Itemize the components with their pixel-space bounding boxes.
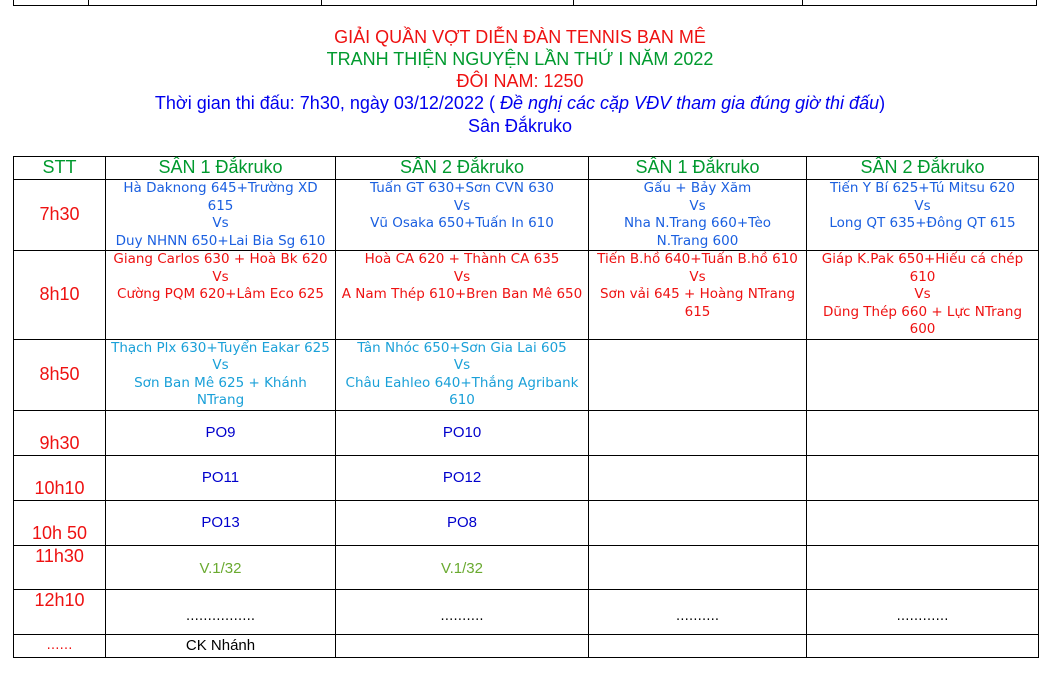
time-cell: 11h30 bbox=[14, 545, 106, 589]
match-line: Vs bbox=[914, 286, 931, 302]
match-cell bbox=[807, 180, 1039, 251]
match-line: Giáp K.Pak 650+Hiếu cá chép bbox=[821, 251, 1024, 267]
empty-cell bbox=[589, 410, 807, 455]
match-line: Long QT 635+Đông QT 615 bbox=[829, 215, 1016, 231]
match-cell bbox=[336, 180, 589, 251]
table-row bbox=[14, 455, 1039, 500]
empty-cell bbox=[589, 455, 807, 500]
table-row bbox=[14, 251, 1039, 340]
match-line: Tuấn GT 630+Sơn CVN 630 bbox=[370, 180, 554, 196]
category-title: ĐÔI NAM: 1250 bbox=[456, 71, 584, 91]
match-line: Nha N.Trang 660+Tèo bbox=[623, 215, 772, 231]
match-line: 615 bbox=[684, 303, 711, 320]
match-line: Tân Nhóc 650+Sơn Gia Lai 605 bbox=[357, 339, 567, 356]
schedule-note-italic: Đề nghị các cặp VĐV tham gia đúng giờ thi đấu bbox=[499, 93, 880, 113]
match-line: Vs bbox=[914, 197, 931, 214]
match-line: Giang Carlos 630 + Hoà Bk 620 bbox=[113, 251, 328, 267]
match-line: Sơn Ban Mê 625 + Khánh bbox=[134, 374, 307, 391]
empty-cell bbox=[336, 634, 589, 657]
match-line: A Nam Thép 610+Bren Ban Mê 650 bbox=[341, 286, 583, 302]
match-line: 610 bbox=[909, 268, 936, 285]
match-cell bbox=[336, 339, 589, 410]
empty-cell bbox=[807, 634, 1039, 657]
empty-cell bbox=[807, 500, 1039, 545]
match-line: Tiến Y Bí 625+Tú Mitsu 620 bbox=[829, 180, 1016, 196]
table-row bbox=[14, 180, 1039, 251]
match-cell: PO11 bbox=[106, 455, 336, 500]
placeholder-cell: ……………. bbox=[106, 589, 336, 634]
match-line: Gấu + Bảy Xăm bbox=[643, 180, 752, 196]
header-court-3: SÂN 1 Đắkruko bbox=[589, 157, 807, 180]
table-row bbox=[14, 500, 1039, 545]
schedule-note-close: ) bbox=[879, 93, 886, 113]
match-line: Thạch Plx 630+Tuyển Eakar 625 bbox=[111, 339, 330, 356]
match-cell: V.1/32 bbox=[106, 545, 336, 589]
tournament-subtitle: TRANH THIỆN NGUYỆN LẦN THỨ I NĂM 2022 bbox=[326, 49, 714, 69]
match-cell bbox=[106, 180, 336, 251]
table-row bbox=[14, 589, 1039, 634]
match-line: Tiến B.hồ 640+Tuấn B.hồ 610 bbox=[597, 251, 798, 267]
table-row bbox=[14, 339, 1039, 410]
placeholder-cell: ………… bbox=[807, 589, 1039, 634]
match-cell bbox=[807, 251, 1039, 340]
schedule-table bbox=[13, 156, 1039, 658]
match-cell bbox=[106, 251, 336, 340]
header-row bbox=[14, 157, 1039, 180]
empty-cell bbox=[807, 455, 1039, 500]
tournament-title: GIẢI QUẦN VỢT DIỄN ĐÀN TENNIS BAN MÊ bbox=[334, 27, 706, 47]
match-line: Vs bbox=[212, 268, 229, 285]
match-line: Vs bbox=[689, 197, 706, 214]
time-cell: 7h30 bbox=[14, 180, 106, 251]
match-cell: PO13 bbox=[106, 500, 336, 545]
match-cell: CK Nhánh bbox=[106, 634, 336, 657]
match-line: N.Trang 600 bbox=[656, 232, 739, 249]
match-line: Vũ Osaka 650+Tuấn In 610 bbox=[370, 215, 554, 231]
placeholder-cell: ………. bbox=[336, 589, 589, 634]
empty-cell bbox=[807, 410, 1039, 455]
venue-title: Sân Đắkruko bbox=[467, 116, 573, 136]
match-line: 610 bbox=[449, 392, 475, 408]
header-stt: STT bbox=[14, 157, 106, 180]
match-cell: PO8 bbox=[336, 500, 589, 545]
empty-cell bbox=[589, 500, 807, 545]
match-cell: PO9 bbox=[106, 410, 336, 455]
empty-cell bbox=[589, 634, 807, 657]
match-line: NTrang bbox=[196, 392, 245, 408]
time-cell: 9h30 bbox=[14, 410, 106, 455]
time-cell: 12h10 bbox=[14, 589, 106, 634]
header-court-4: SÂN 2 Đắkruko bbox=[807, 157, 1039, 180]
match-cell bbox=[589, 180, 807, 251]
empty-cell bbox=[589, 339, 807, 410]
empty-cell bbox=[807, 545, 1039, 589]
match-line: Cường PQM 620+Lâm Eco 625 bbox=[117, 286, 324, 302]
schedule-note-text: Thời gian thi đấu: 7h30, ngày 03/12/2022 ( bbox=[154, 93, 495, 113]
table-row bbox=[14, 634, 1039, 657]
match-line: Duy NHNN 650+Lai Bia Sg 610 bbox=[115, 232, 326, 249]
match-line: Vs bbox=[453, 268, 471, 285]
time-cell: 10h 50 bbox=[14, 500, 106, 545]
match-cell bbox=[589, 251, 807, 340]
match-line: Châu Eahleo 640+Thắng Agribank bbox=[345, 374, 579, 391]
match-line: Hoà CA 620 + Thành CA 635 bbox=[364, 251, 560, 267]
match-line: Vs bbox=[453, 197, 471, 214]
match-line: Vs bbox=[453, 357, 471, 373]
placeholder-cell: ………. bbox=[589, 589, 807, 634]
empty-cell bbox=[589, 545, 807, 589]
empty-cell bbox=[807, 339, 1039, 410]
time-cell: …… bbox=[14, 634, 106, 657]
match-cell: PO12 bbox=[336, 455, 589, 500]
match-line: Sơn vải 645 + Hoàng NTrang bbox=[599, 286, 796, 302]
match-line: 600 bbox=[909, 321, 936, 337]
time-cell: 8h50 bbox=[14, 339, 106, 410]
previous-table-edge bbox=[13, 0, 1037, 6]
match-line: Hà Daknong 645+Trường XD bbox=[123, 180, 318, 196]
match-line: Vs bbox=[689, 268, 706, 285]
schedule-note bbox=[0, 93, 1040, 114]
match-line: 615 bbox=[207, 197, 234, 214]
match-line: Vs bbox=[212, 357, 229, 373]
match-line: Vs bbox=[212, 215, 229, 231]
match-line: Dũng Thép 660 + Lực NTrang bbox=[822, 303, 1023, 320]
table-row bbox=[14, 410, 1039, 455]
match-cell: PO10 bbox=[336, 410, 589, 455]
time-cell: 10h10 bbox=[14, 455, 106, 500]
match-cell: V.1/32 bbox=[336, 545, 589, 589]
table-row bbox=[14, 545, 1039, 589]
match-cell bbox=[106, 339, 336, 410]
match-cell bbox=[336, 251, 589, 340]
time-cell: 8h10 bbox=[14, 251, 106, 340]
header-court-2: SÂN 2 Đắkruko bbox=[336, 157, 589, 180]
header-court-1: SÂN 1 Đắkruko bbox=[106, 157, 336, 180]
